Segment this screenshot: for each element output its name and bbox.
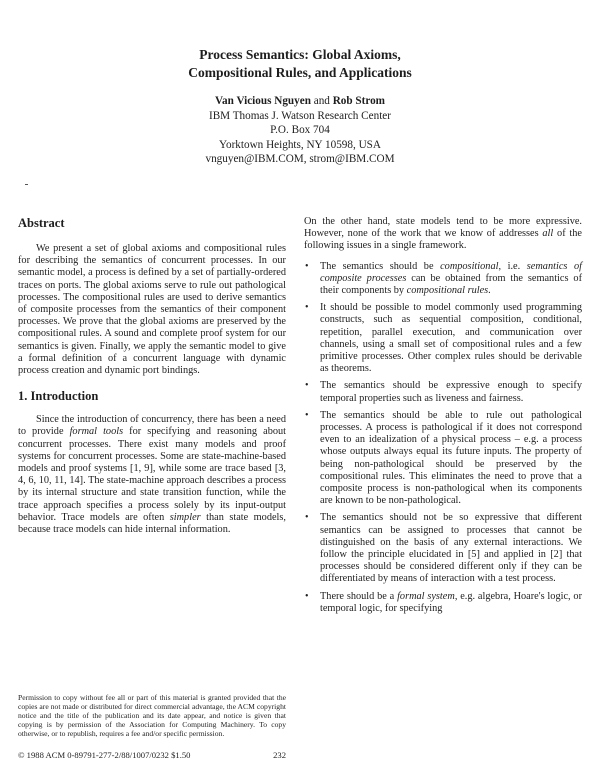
abstract-heading: Abstract bbox=[18, 216, 65, 230]
page-number: 232 bbox=[273, 750, 286, 760]
scan-speck bbox=[25, 184, 28, 185]
right-intro-paragraph bbox=[304, 216, 582, 253]
requirements-list bbox=[304, 261, 582, 615]
list-item: • The semantics should be expressive enough to specify temporal properties such as liveness and fairness. bbox=[305, 380, 582, 404]
emphasis-compositional-rules: compositional rules bbox=[406, 285, 489, 297]
emphasis-formal-system: formal system bbox=[397, 590, 455, 602]
po-box: P.O. Box 704 bbox=[270, 124, 330, 137]
list-item: • The semantics should be compositional, i.e. semantics of composite processes can be obtained from the semantics of their components by compositional rules. bbox=[305, 260, 582, 297]
copyright-line bbox=[18, 750, 286, 760]
introduction-heading: 1. Introduction bbox=[18, 389, 99, 404]
intro-emphasis-simpler: simpler bbox=[169, 511, 201, 523]
intro-text-a: Since the introduction of concurrency, there has been a need to provide bbox=[18, 414, 286, 438]
author-1: Van Vicious Nguyen bbox=[214, 95, 311, 107]
permission-notice: Permission to copy without fee all or part of this material is granted provided that the copies are not made or distributed for direct commercial advantage, the ACM copyright notice and the title of the publication and its date appear, and notice is given that copying is by permission of the Association for Computing Machinery. To copy otherwise, or to republish, requires a fee and/or specific permission. bbox=[18, 693, 286, 739]
intro-text-b: for specifying and reasoning about concurrent processes. There exist many models and proof systems for concurrent processes. Some are state-machine-based models and proof systems [1, 9], while some are trace based [3, 4, 6, 10, 11, 14]. The state-machine approach describes a process by its internal structure and state transition function, while the trace approach specifies a process solely by its input-output behavior. Trace models are often bbox=[18, 426, 287, 523]
bullet-icon: • bbox=[305, 380, 309, 392]
bullet-icon: • bbox=[305, 409, 309, 421]
abstract-text: We present a set of global axioms and compositional rules for describing the semantics of concurrent processes. In our semantic model, a process is defined by a set of partially-ordered traces on ports. The global axioms serve to rule out pathological processes. The compositional rules are used to derive semantics of composite processes from the semantics of their component processes. We prove that the global axioms are preserved by the compositional rules. A sound and complete proof system for our semantics is given. Finally, we apply the semantic model to give a formal definition of a concurrent language with dynamic process creation and dynamic port bindings. bbox=[18, 243, 286, 377]
emphasis-composite-semantics: semantics of composite processes bbox=[320, 260, 582, 284]
bullet-icon: • bbox=[305, 260, 309, 272]
introduction-paragraph bbox=[18, 414, 286, 536]
emphasis-compositional: compositional bbox=[440, 260, 499, 272]
intro-text-c: than state models, because trace models can hide internal information. bbox=[18, 511, 286, 536]
title-line-1: Process Semantics: Global Axioms, bbox=[199, 47, 401, 62]
list-item: • The semantics should not be so expressive that different semantics can be assigned to processes that cannot be distinguished on the basis of any external interactions. We follow the principle elucidated in [5] and applied in [2] that processes should be considered different only if they can be differentiated by means of interaction with a test process. bbox=[305, 512, 582, 585]
copyright-text: © 1988 ACM 0-89791-277-2/88/1007/0232 $1.50 bbox=[18, 750, 191, 760]
right-column bbox=[304, 216, 582, 620]
right-emphasis-all: all bbox=[542, 228, 554, 240]
affiliation: IBM Thomas J. Watson Research Center bbox=[208, 109, 391, 122]
author-emails: vnguyen@IBM.COM, strom@IBM.COM bbox=[205, 153, 395, 166]
bullet-icon: • bbox=[305, 512, 309, 524]
author-and: and bbox=[313, 95, 330, 107]
bullet-icon: • bbox=[305, 590, 309, 602]
author-names bbox=[0, 94, 600, 109]
bullet-icon: • bbox=[305, 302, 309, 314]
title-line-2: Compositional Rules, and Applications bbox=[188, 65, 412, 80]
city-address: Yorktown Heights, NY 10598, USA bbox=[219, 138, 381, 151]
right-text-b: of the following issues in a single framework. bbox=[304, 228, 582, 252]
right-text-a: On the other hand, state models tend to be more expressive. However, none of the work that we know of addresses bbox=[304, 216, 582, 240]
author-2: Rob Strom bbox=[332, 95, 386, 107]
paper-title bbox=[0, 46, 600, 82]
left-column bbox=[18, 216, 286, 536]
author-block bbox=[0, 94, 600, 167]
list-item: • It should be possible to model commonly used programming constructs, such as sequential composition, conditional, repetition, parallel execution, and communication over channels, using a small set of compositional rules and a few primitive processes. Other complex rules should be derivable as theorems. bbox=[305, 302, 582, 375]
intro-emphasis-formal-tools: formal tools bbox=[69, 426, 124, 438]
list-item: • There should be a formal system, e.g. algebra, Hoare's logic, or temporal logic, for specifying bbox=[305, 590, 582, 614]
list-item: • The semantics should be able to rule out pathological processes. A process is pathological if it does not correspond even to an idealization of a physical process – e.g. a process whose outputs always equal its future inputs. The property of being non-pathological should be preserved by the compositional rules. This eliminates the need to prove that a composite process is non-pathological when its components are known to be non-pathological. bbox=[305, 409, 582, 507]
